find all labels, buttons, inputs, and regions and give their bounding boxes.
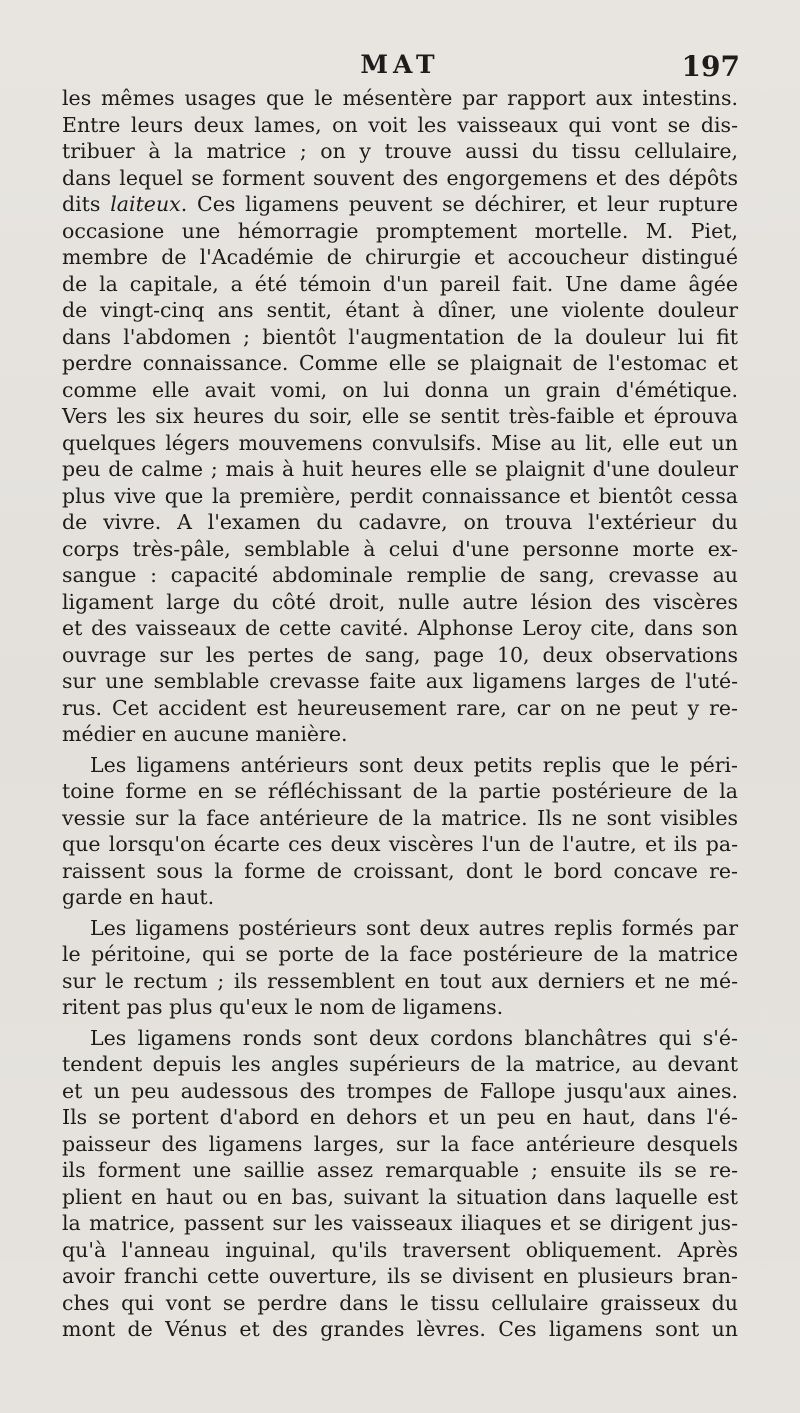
text-line: plient en haut ou en bas, suivant la situation dans laquelle est xyxy=(62,1184,738,1209)
text-line: mont de Vénus et des grandes lèvres. Ces ligamens sont un xyxy=(62,1317,738,1341)
text-line: ils forment une saillie assez remarquable ; ensuite ils se re- xyxy=(62,1158,738,1182)
text-line: garde en haut. xyxy=(62,885,215,909)
text-line: peu de calme ; mais à huit heures elle se plaignit d'une douleur xyxy=(62,457,738,481)
text-line: ches qui vont se perdre dans le tissu cellulaire graisseux du xyxy=(62,1290,738,1315)
text-line: et un peu audessous des trompes de Fallope jusqu'aux aines. xyxy=(62,1078,738,1103)
text-line: perdre connaissance. Comme elle se plaignait de l'estomac et xyxy=(62,351,738,375)
text-line: et des vaisseaux de cette cavité. Alphonse Leroy cite, dans son xyxy=(62,616,738,640)
text-line: ligament large du côté droit, nulle autre lésion des viscères xyxy=(62,589,738,614)
paragraph-4 xyxy=(62,1025,738,1343)
text-line: Entre leurs deux lames, on voit les vaisseaux qui vont se dis- xyxy=(62,112,738,137)
text-line: les mêmes usages que le mésentère par rapport aux intestins. xyxy=(62,86,738,110)
text-line: vessie sur la face antérieure de la matrice. Ils ne sont visibles xyxy=(62,805,738,830)
text-line: quelques légers mouvemens convulsifs. Mise au lit, elle eut un xyxy=(62,430,738,455)
text-line: occasione une hémorragie promptement mortelle. M. Piet, xyxy=(62,218,738,243)
text-line: tribuer à la matrice ; on y trouve aussi du tissu cellulaire, xyxy=(62,139,738,163)
text-line: raissent sous la forme de croissant, dont le bord concave re- xyxy=(62,858,738,883)
page-number: 197 xyxy=(681,50,740,83)
paragraph-2 xyxy=(62,752,738,911)
text-line: la matrice, passent sur les vaisseaux iliaques et se dirigent jus- xyxy=(62,1211,738,1235)
text-line: ouvrage sur les pertes de sang, page 10, deux observations xyxy=(62,642,738,667)
text-line: rus. Cet accident est heureusement rare, car on ne peut y re- xyxy=(62,695,738,720)
text-line: plus vive que la première, perdit connaissance et bientôt cessa xyxy=(62,483,738,508)
text-line: médier en aucune manière. xyxy=(62,722,348,746)
text-line: dans lequel se forment souvent des engorgemens et des dépôts xyxy=(62,165,738,190)
text-line: toine forme en se réfléchissant de la partie postérieure de la xyxy=(62,779,738,803)
text-line: dans l'abdomen ; bientôt l'augmentation de la douleur lui fit xyxy=(62,324,738,349)
text-line: de vingt-cinq ans sentit, étant à dîner, une violente douleur xyxy=(62,298,738,322)
paragraph-3 xyxy=(62,915,738,1021)
running-title: MAT xyxy=(360,50,440,79)
text-line: paisseur des ligamens larges, sur la face antérieure desquels xyxy=(62,1131,738,1156)
paragraph-1 xyxy=(62,85,738,748)
text-line: Les ligamens antérieurs sont deux petits replis que le péri- xyxy=(90,752,738,777)
text-line: sangue : capacité abdominale remplie de sang, crevasse au xyxy=(62,563,738,587)
text-line: de la capitale, a été témoin d'un pareil fait. Une dame âgée xyxy=(62,271,738,296)
text-line: Les ligamens postérieurs sont deux autres replis formés par xyxy=(90,915,738,940)
text-line: tendent depuis les angles supérieurs de la matrice, au devant xyxy=(62,1052,738,1076)
running-header xyxy=(60,44,740,84)
text-line: qu'à l'anneau inguinal, qu'ils traversent obliquement. Après xyxy=(62,1237,738,1262)
text-line: membre de l'Académie de chirurgie et accoucheur distingué xyxy=(62,245,738,269)
text-line: Vers les six heures du soir, elle se sentit très-faible et éprouva xyxy=(62,404,738,428)
text-line: Ils se portent d'abord en dehors et un peu en haut, dans l'é- xyxy=(62,1105,738,1129)
text-line: le péritoine, qui se porte de la face postérieure de la matrice xyxy=(62,942,738,966)
body-text xyxy=(62,85,738,1343)
text-line: corps très-pâle, semblable à celui d'une personne morte ex- xyxy=(62,536,738,561)
text-line: que lorsqu'on écarte ces deux viscères l'un de l'autre, et ils pa- xyxy=(62,832,738,856)
text-line: sur une semblable crevasse faite aux ligamens larges de l'uté- xyxy=(62,669,738,693)
text-line: de vivre. A l'examen du cadavre, on trouva l'extérieur du xyxy=(62,510,738,534)
text-line: Les ligamens ronds sont deux cordons blanchâtres qui s'é- xyxy=(90,1025,738,1050)
text-line: ritent pas plus qu'eux le nom de ligamens. xyxy=(62,995,504,1019)
text-line: avoir franchi cette ouverture, ils se divisent en plusieurs bran- xyxy=(62,1264,738,1288)
text-line: comme elle avait vomi, on lui donna un grain d'émétique. xyxy=(62,377,738,402)
text-line: sur le rectum ; ils ressemblent en tout aux derniers et ne mé- xyxy=(62,968,738,993)
text-line: dits laiteux. Ces ligamens peuvent se déchirer, et leur rupture xyxy=(62,192,738,216)
